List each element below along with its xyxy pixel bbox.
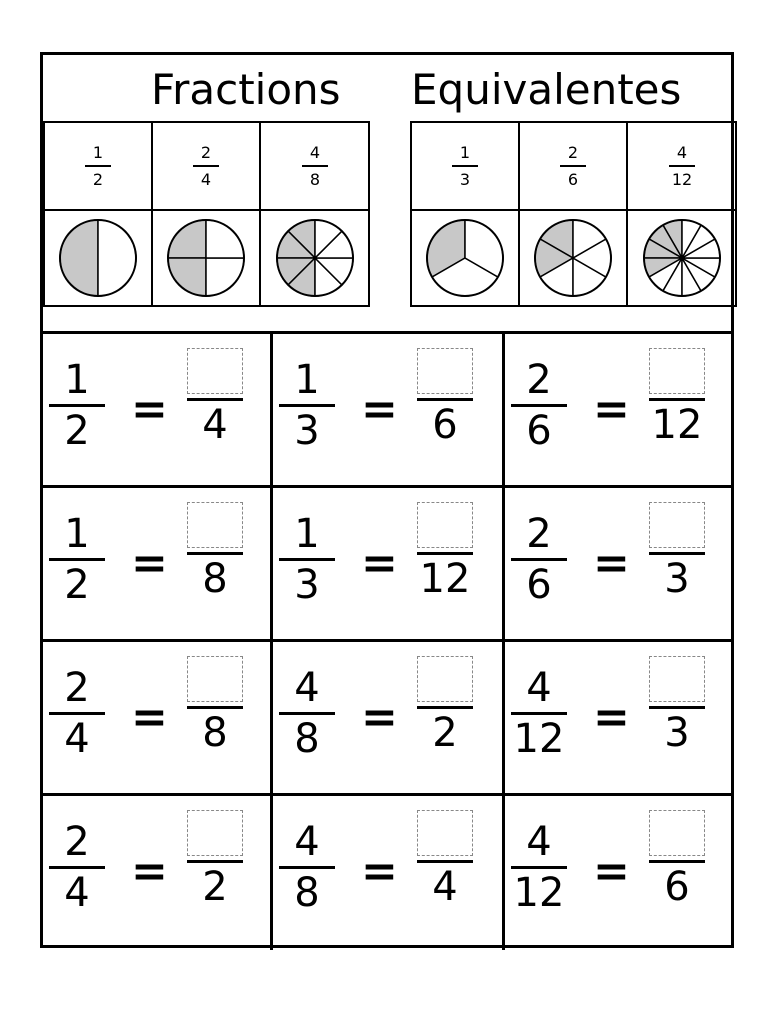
given-numerator: 4 — [294, 665, 320, 711]
target-denominator: 6 — [664, 864, 690, 910]
fraction-denominator: 2 — [92, 170, 104, 189]
fraction-bar — [187, 552, 243, 555]
shaded-slice — [60, 220, 98, 296]
answer-fraction — [417, 502, 473, 601]
fraction-denominator: 6 — [567, 170, 579, 189]
fraction-circle-icon — [166, 218, 246, 298]
exercise-cell — [43, 642, 273, 796]
given-numerator: 1 — [64, 357, 90, 403]
reference-fraction — [669, 143, 695, 189]
given-denominator: 6 — [526, 562, 552, 608]
equals-sign: = — [361, 846, 398, 897]
reference-circle-cell — [412, 211, 520, 305]
given-fraction — [279, 666, 335, 761]
numerator-answer-box[interactable] — [649, 656, 705, 702]
equals-sign: = — [131, 384, 168, 435]
fraction-circle-icon — [642, 218, 722, 298]
target-denominator: 12 — [419, 556, 471, 602]
target-denominator: 2 — [202, 864, 228, 910]
exercise-cell — [505, 642, 731, 796]
given-denominator: 3 — [294, 408, 320, 454]
reference-table-halves — [43, 121, 370, 307]
fraction-bar — [49, 866, 105, 869]
answer-fraction — [187, 348, 243, 447]
given-denominator: 3 — [294, 562, 320, 608]
given-numerator: 4 — [294, 819, 320, 865]
equals-sign: = — [131, 538, 168, 589]
given-denominator: 12 — [513, 870, 565, 916]
target-denominator: 12 — [651, 402, 703, 448]
fraction-bar — [417, 552, 473, 555]
equals-sign: = — [593, 538, 630, 589]
target-denominator: 2 — [432, 710, 458, 756]
fraction-numerator: 2 — [200, 143, 212, 162]
fraction-numerator: 1 — [459, 143, 471, 162]
given-denominator: 2 — [64, 562, 90, 608]
target-denominator: 3 — [664, 556, 690, 602]
numerator-answer-box[interactable] — [417, 656, 473, 702]
given-denominator: 12 — [513, 716, 565, 762]
fraction-bar — [511, 558, 567, 561]
numerator-answer-box[interactable] — [187, 810, 243, 856]
exercise-cell — [273, 334, 505, 488]
fraction-bar — [49, 558, 105, 561]
reference-circle-cell — [153, 211, 261, 305]
numerator-answer-box[interactable] — [417, 348, 473, 394]
reference-circle-cell — [45, 211, 153, 305]
exercise-cell — [43, 796, 273, 950]
answer-fraction — [187, 502, 243, 601]
given-fraction — [279, 820, 335, 915]
reference-fraction-cell — [412, 123, 520, 211]
target-denominator: 8 — [202, 710, 228, 756]
given-numerator: 2 — [64, 819, 90, 865]
numerator-answer-box[interactable] — [417, 810, 473, 856]
fraction-bar — [187, 398, 243, 401]
given-fraction — [49, 820, 105, 915]
equals-sign: = — [131, 846, 168, 897]
target-denominator: 6 — [432, 402, 458, 448]
given-denominator: 4 — [64, 870, 90, 916]
exercise-cell — [273, 642, 505, 796]
reference-fraction-cell — [45, 123, 153, 211]
fraction-denominator: 8 — [309, 170, 321, 189]
given-fraction — [279, 512, 335, 607]
fraction-bar — [279, 712, 335, 715]
reference-fraction — [302, 143, 328, 189]
fraction-bar — [279, 558, 335, 561]
given-denominator: 8 — [294, 716, 320, 762]
reference-circle-cell — [261, 211, 369, 305]
fraction-bar — [193, 165, 219, 167]
fraction-bar — [279, 866, 335, 869]
exercise-cell — [43, 488, 273, 642]
equals-sign: = — [131, 692, 168, 743]
fraction-circle-icon — [533, 218, 613, 298]
answer-fraction — [649, 656, 705, 755]
given-denominator: 4 — [64, 716, 90, 762]
reference-fraction — [193, 143, 219, 189]
given-fraction — [49, 358, 105, 453]
reference-fraction-cell — [628, 123, 736, 211]
exercise-cell — [43, 334, 273, 488]
equals-sign: = — [593, 384, 630, 435]
numerator-answer-box[interactable] — [187, 656, 243, 702]
answer-fraction — [649, 502, 705, 601]
answer-fraction — [187, 810, 243, 909]
numerator-answer-box[interactable] — [417, 502, 473, 548]
fraction-denominator: 3 — [459, 170, 471, 189]
fraction-bar — [417, 398, 473, 401]
equals-sign: = — [361, 538, 398, 589]
fraction-numerator: 1 — [92, 143, 104, 162]
reference-fraction — [560, 143, 586, 189]
equals-sign: = — [593, 846, 630, 897]
given-fraction — [511, 820, 567, 915]
fraction-bar — [279, 404, 335, 407]
fraction-numerator: 4 — [676, 143, 688, 162]
exercise-cell — [505, 334, 731, 488]
numerator-answer-box[interactable] — [649, 502, 705, 548]
answer-fraction — [417, 656, 473, 755]
numerator-answer-box[interactable] — [187, 348, 243, 394]
equals-sign: = — [361, 692, 398, 743]
reference-fraction — [452, 143, 478, 189]
reference-circle-cell — [520, 211, 628, 305]
fraction-bar — [452, 165, 478, 167]
given-denominator: 6 — [526, 408, 552, 454]
numerator-answer-box[interactable] — [187, 502, 243, 548]
fraction-bar — [187, 860, 243, 863]
reference-fraction-cell — [520, 123, 628, 211]
fraction-numerator: 4 — [309, 143, 321, 162]
exercise-cell — [505, 796, 731, 950]
fraction-bar — [302, 165, 328, 167]
given-numerator: 1 — [64, 511, 90, 557]
answer-fraction — [187, 656, 243, 755]
fraction-bar — [511, 404, 567, 407]
answer-fraction — [649, 810, 705, 909]
fraction-bar — [511, 866, 567, 869]
answer-fraction — [417, 810, 473, 909]
given-denominator: 8 — [294, 870, 320, 916]
fraction-bar — [649, 706, 705, 709]
reference-fraction — [85, 143, 111, 189]
empty-slice — [98, 220, 136, 296]
fraction-bar — [417, 860, 473, 863]
target-denominator: 4 — [432, 864, 458, 910]
fraction-bar — [85, 165, 111, 167]
exercise-grid — [43, 334, 731, 948]
title-word-fractions: Fractions — [151, 65, 341, 114]
given-fraction — [511, 666, 567, 761]
fraction-circle-icon — [58, 218, 138, 298]
given-fraction — [511, 358, 567, 453]
fraction-circle-icon — [425, 218, 505, 298]
reference-fraction-cell — [261, 123, 369, 211]
given-numerator: 4 — [526, 665, 552, 711]
target-denominator: 3 — [664, 710, 690, 756]
fraction-bar — [669, 165, 695, 167]
fraction-denominator: 4 — [200, 170, 212, 189]
fraction-bar — [649, 552, 705, 555]
given-numerator: 4 — [526, 819, 552, 865]
given-numerator: 1 — [294, 511, 320, 557]
fraction-bar — [49, 712, 105, 715]
fraction-bar — [649, 398, 705, 401]
fraction-bar — [649, 860, 705, 863]
title-word-equivalentes: Equivalentes — [411, 65, 682, 114]
answer-fraction — [649, 348, 705, 447]
given-numerator: 1 — [294, 357, 320, 403]
fraction-numerator: 2 — [567, 143, 579, 162]
exercise-cell — [505, 488, 731, 642]
given-fraction — [279, 358, 335, 453]
given-fraction — [511, 512, 567, 607]
reference-circle-cell — [628, 211, 736, 305]
equals-sign: = — [593, 692, 630, 743]
reference-fraction-cell — [153, 123, 261, 211]
numerator-answer-box[interactable] — [649, 348, 705, 394]
equals-sign: = — [361, 384, 398, 435]
exercise-cell — [273, 488, 505, 642]
given-fraction — [49, 666, 105, 761]
given-fraction — [49, 512, 105, 607]
given-numerator: 2 — [64, 665, 90, 711]
fraction-denominator: 12 — [671, 170, 693, 189]
fraction-bar — [49, 404, 105, 407]
fraction-bar — [511, 712, 567, 715]
given-denominator: 2 — [64, 408, 90, 454]
worksheet — [40, 52, 734, 948]
page-title — [43, 59, 731, 121]
reference-table-thirds — [410, 121, 737, 307]
answer-fraction — [417, 348, 473, 447]
given-numerator: 2 — [526, 511, 552, 557]
fraction-circle-icon — [275, 218, 355, 298]
given-numerator: 2 — [526, 357, 552, 403]
target-denominator: 4 — [202, 402, 228, 448]
target-denominator: 8 — [202, 556, 228, 602]
fraction-bar — [187, 706, 243, 709]
numerator-answer-box[interactable] — [649, 810, 705, 856]
fraction-bar — [560, 165, 586, 167]
exercise-cell — [273, 796, 505, 950]
fraction-bar — [417, 706, 473, 709]
